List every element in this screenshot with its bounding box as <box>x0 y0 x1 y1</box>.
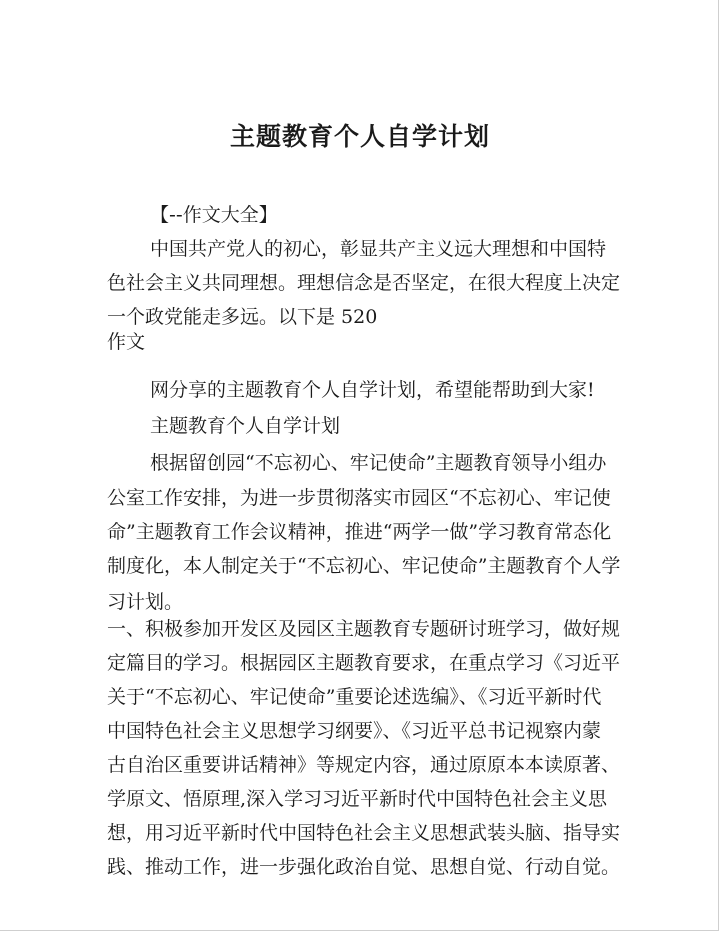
paragraph-line: 一个政党能走多远。以下是 520 <box>107 306 378 328</box>
source-tag: 【--作文大全】 <box>150 204 278 226</box>
paragraph-line: 制度化，本人制定关于“不忘初心、牢记使命”主题教育个人学 <box>107 555 621 577</box>
paragraph-line: 作文 <box>107 331 146 353</box>
paragraph-line: 践、推动工作，进一步强化政治自觉、思想自觉、行动自觉。 <box>107 856 621 878</box>
paragraph-line: 古自治区重要讲话精神》等规定内容，通过原原本本读原著、 <box>107 754 621 776</box>
paragraph-line: 网分享的主题教育个人自学计划，希望能帮助到大家! <box>150 379 595 401</box>
paragraph-line: 习计划。 <box>107 591 184 613</box>
paragraph-line: 根据留创园“不忘初心、牢记使命”主题教育领导小组办 <box>150 452 607 474</box>
paragraph-line: 想，用习近平新时代中国特色社会主义思想武装头脑、指导实 <box>107 822 621 844</box>
paragraph-line: 关于“不忘初心、牢记使命”重要论述选编》、《习近平新时代 <box>107 686 602 708</box>
section-heading: 主题教育个人自学计划 <box>150 415 341 437</box>
paragraph-line: 公室工作安排，为进一步贯彻落实市园区“不忘初心、牢记使 <box>107 487 611 509</box>
paragraph-line: 定篇目的学习。根据园区主题教育要求，在重点学习《习近平 <box>107 652 621 674</box>
document-title: 主题教育个人自学计划 <box>229 122 490 151</box>
paragraph-line: 命”主题教育工作会议精神，推进“两学一做”学习教育常态化 <box>107 521 612 543</box>
paragraph-line: 色社会主义共同理想。理想信念是否坚定，在很大程度上决定 <box>107 272 621 294</box>
paragraph-line: 学原文、悟原理,深入学习习近平新时代中国特色社会主义思 <box>107 788 608 810</box>
paragraph-line: 中国特色社会主义思想学习纲要》、《习近平总书记视察内蒙 <box>107 720 602 742</box>
paragraph-line: 一、积极参加开发区及园区主题教育专题研讨班学习，做好规 <box>107 618 621 640</box>
paragraph-line: 中国共产党人的初心，彰显共产主义远大理想和中国特 <box>150 238 607 260</box>
